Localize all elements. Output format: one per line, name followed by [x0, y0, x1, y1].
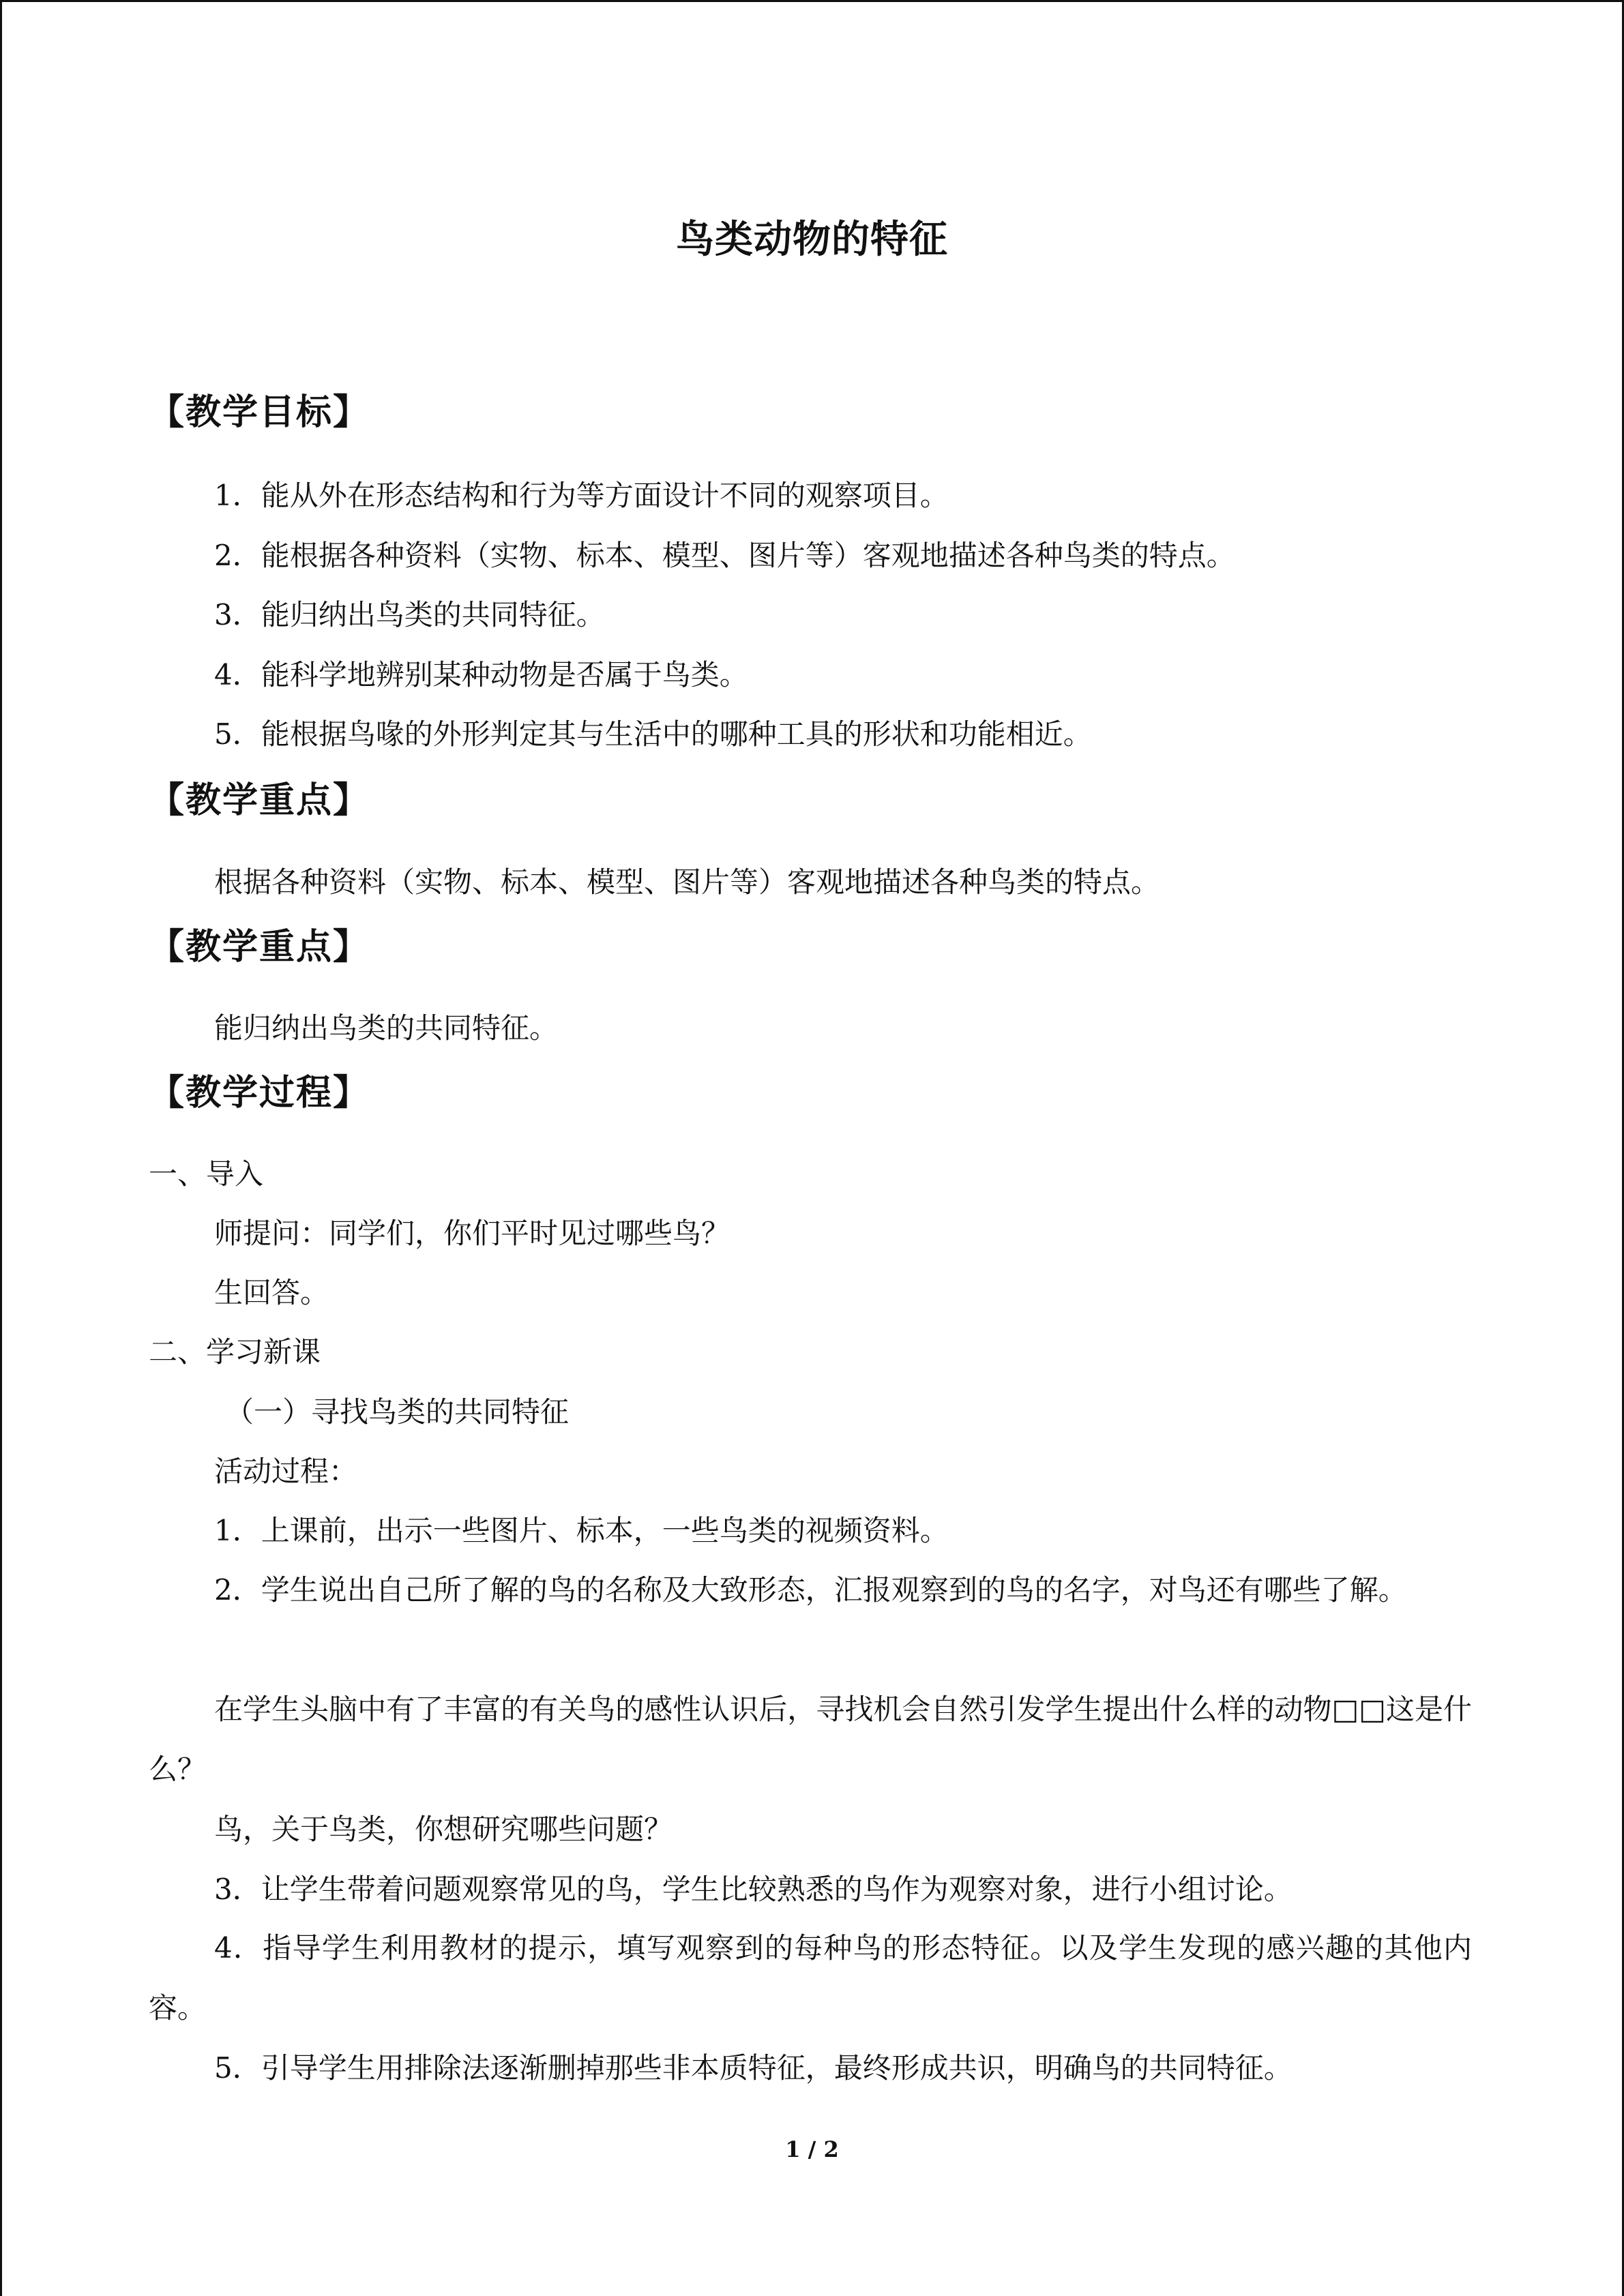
- paragraph-spark: 在学生头脑中有了丰富的有关鸟的感性认识后，寻找机会自然引发学生提出什么样的动物□□这是什么？: [149, 1693, 1472, 1786]
- page-border-left: [0, 0, 2, 2296]
- sub1-title: （一）寻找鸟类的共同特征: [225, 1395, 570, 1429]
- objective-item: 3．能归纳出鸟类的共同特征。: [214, 598, 605, 631]
- objectives-heading: 【教学目标】: [149, 392, 370, 433]
- step-4: 4．指导学生利用教材的提示，填写观察到的每种鸟的形态特征。以及学生发现的感兴趣的其他内容。: [149, 1931, 1472, 2025]
- part1-title: 一、导入: [149, 1157, 264, 1191]
- step-1: 1．上课前，出示一些图片、标本，一些鸟类的视频资料。: [214, 1514, 949, 1547]
- step-5: 5．引导学生用排除法逐渐删掉那些非本质特征，最终形成共识，明确鸟的共同特征。: [214, 2051, 1293, 2085]
- objective-item: 2．能根据各种资料（实物、标本、模型、图片等）客观地描述各种鸟类的特点。: [214, 539, 1235, 572]
- paragraph-question: 鸟，关于鸟类，你想研究哪些问题？: [214, 1813, 673, 1846]
- difficult-points-heading: 【教学重点】: [149, 927, 370, 968]
- step-2: 2．学生说出自己所了解的鸟的名称及大致形态，汇报观察到的鸟的名字，对鸟还有哪些了解。: [214, 1573, 1407, 1607]
- page-border-top: [0, 0, 1624, 2]
- part1-line: 生回答。: [214, 1276, 329, 1309]
- part2-title: 二、学习新课: [149, 1335, 321, 1369]
- part1-line: 师提问：同学们，你们平时见过哪些鸟？: [214, 1217, 730, 1250]
- document-title: 鸟类动物的特征: [676, 218, 948, 262]
- objective-item: 5．能根据鸟喙的外形判定其与生活中的哪种工具的形状和功能相近。: [214, 717, 1092, 751]
- activity-label: 活动过程：: [214, 1455, 358, 1488]
- step-3: 3．让学生带着问题观察常见的鸟，学生比较熟悉的鸟作为观察对象，进行小组讨论。: [214, 1873, 1293, 1906]
- page-indicator: 1 / 2: [785, 2136, 839, 2162]
- difficult-points-text: 能归纳出鸟类的共同特征。: [214, 1011, 559, 1045]
- key-points-text: 根据各种资料（实物、标本、模型、图片等）客观地描述各种鸟类的特点。: [214, 865, 1160, 899]
- objective-item: 4．能科学地辨别某种动物是否属于鸟类。: [214, 658, 748, 691]
- objective-item: 1．能从外在形态结构和行为等方面设计不同的观察项目。: [214, 479, 949, 512]
- key-points-heading: 【教学重点】: [149, 780, 370, 821]
- process-heading: 【教学过程】: [149, 1073, 370, 1114]
